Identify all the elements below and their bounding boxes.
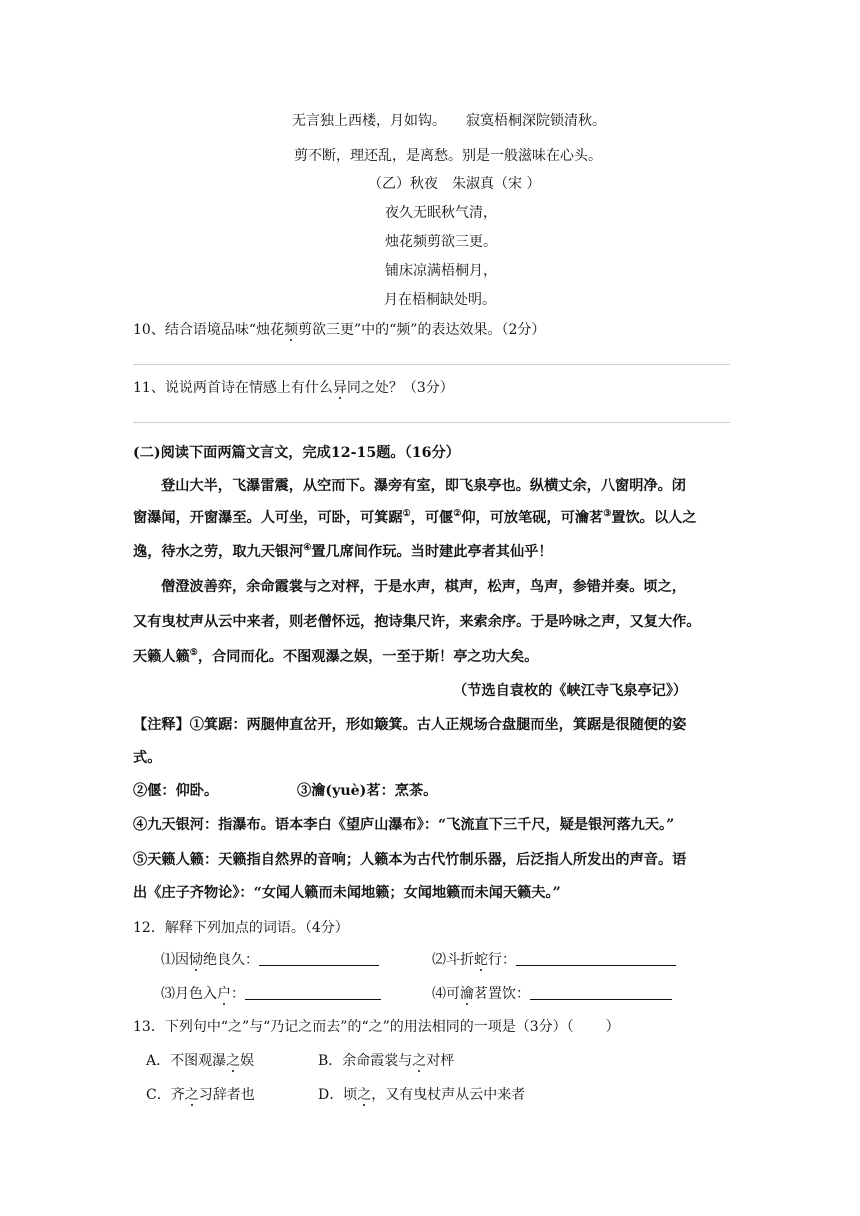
q13-option-b[interactable]: B．余命霞裳与之对枰	[318, 1053, 455, 1069]
answer-line-11[interactable]	[133, 422, 730, 423]
note-mark-1: ①	[402, 509, 411, 519]
dotted-char: 恸	[189, 952, 203, 968]
note-mark-2: ②	[453, 509, 462, 519]
poem-jia-line1	[292, 111, 606, 131]
note-2: ②偃：仰卧。	[133, 783, 219, 799]
q12-item-1: ⑴因恸绝良久：	[161, 950, 379, 970]
answer-blank-3[interactable]	[245, 985, 381, 1000]
passage-p1-line-1: 登山大半，飞瀑雷震，从空而下。瀑旁有室，即飞泉亭也。纵横丈余，八窗明净。闭	[161, 478, 686, 494]
poem-jia-line1a: 无言独上西楼，月如钩。	[292, 113, 446, 129]
answer-blank-4[interactable]	[530, 985, 672, 1000]
dotted-char: 异	[332, 380, 347, 396]
note-mark-3: ③	[603, 509, 612, 519]
passage-p1-line-2: 窗瀑闻，开窗瀑至。人可坐，可卧，可箕踞①，可偃②仰，可放笔砚，可瀹茗③置饮。以人之	[133, 509, 697, 526]
answer-line-10[interactable]	[133, 364, 730, 365]
passage-p2-line-1: 僧澄波善弈，余命霞裳与之对枰，于是水声，棋声，松声，鸟声，参错并奏。顷之，	[161, 579, 686, 595]
q13-option-a[interactable]: A．不图观瀑之娱	[146, 1053, 255, 1069]
note-1-line-1: 【注释】①箕踞：两腿伸直岔开，形如簸箕。古人正规场合盘腿而坐，箕踞是很随便的姿	[133, 717, 687, 733]
q12-item-2: ⑵斗折蛇行：	[432, 950, 676, 970]
question-12-stem: 12．解释下列加点的词语。（4分）	[133, 920, 349, 936]
dotted-char: 之	[357, 1087, 372, 1103]
poem-jia-line1b: 寂寞梧桐深院锁清秋。	[466, 113, 606, 129]
note-3: ③瀹(yuè)茗：烹茶。	[297, 783, 438, 799]
answer-blank-2[interactable]	[516, 951, 676, 966]
passage-p2-line-2: 又有曳杖声从云中来者，则老僧怀远，抱诗集尺许，来索余序。于是吟咏之声，又复大作。	[133, 614, 701, 630]
q13-option-d[interactable]: D．顷之，又有曳杖声从云中来者	[318, 1087, 526, 1103]
note-mark-4: ④	[303, 543, 312, 553]
note-mark-5: ⑤	[189, 648, 198, 658]
dotted-char: 户	[217, 986, 231, 1002]
dotted-char: 蛇	[474, 952, 488, 968]
poem-yi-line-3: 铺床凉满梧桐月，	[385, 263, 497, 279]
note-5-line-2: 出《庄子齐物论》：“女闻人籁而未闻地籁；女闻地籁而未闻天籁夫。”	[133, 885, 561, 901]
dotted-char: 之	[226, 1053, 241, 1069]
section-2-heading: (二)阅读下面两篇文言文，完成12-15题。（16分）	[133, 445, 460, 461]
passage-p2-line-3: 天籁人籁⑤，合同而化。不图观瀑之娱，一至于斯！亭之功大矣。	[133, 648, 539, 665]
note-5-line-1: ⑤天籁人籁：天籁指自然界的音响；人籁本为古代竹制乐器，后泛指人所发出的声音。语	[133, 852, 687, 868]
answer-blank-1[interactable]	[259, 951, 379, 966]
poem-yi-line-4: 月在梧桐缺处明。	[384, 292, 496, 308]
dotted-char: 频	[283, 322, 298, 338]
passage-p1-line-3: 逸，待水之劳，取九天银河④置几席间作玩。当时建此亭者其仙乎！	[133, 543, 553, 560]
question-10: 10、结合语境品味“烛花频剪欲三更”中的“频”的表达效果。（2分）	[133, 322, 546, 338]
poem-yi-line-1: 夜久无眠秋气清，	[385, 205, 497, 221]
poem-yi-title: （乙）秋夜 朱淑真（宋 ）	[368, 176, 541, 192]
q13-option-c[interactable]: C．齐之习辞者也	[146, 1087, 255, 1103]
dotted-char: 之	[412, 1053, 427, 1069]
note-1-line-2: 式。	[133, 750, 162, 766]
q12-item-3: ⑶月色入户：	[161, 984, 381, 1004]
dotted-char: 瀹	[460, 986, 474, 1002]
note-4: ④九天银河：指瀑布。语本李白《望庐山瀑布》：“飞流直下三千尺，疑是银河落九天。”	[133, 817, 675, 833]
q12-item-4: ⑷可瀹茗置饮：	[432, 984, 672, 1004]
poem-yi-line-2: 烛花频剪欲三更。	[385, 234, 497, 250]
dotted-char: 之	[184, 1087, 199, 1103]
passage-source: （节选自袁枚的《峡江寺飞泉亭记》）	[453, 683, 688, 699]
question-11: 11、说说两首诗在情感上有什么异同之处？（3分）	[133, 380, 454, 396]
poem-jia-line2: 剪不断，理还乱，是离愁。别是一般滋味在心头。	[294, 148, 602, 164]
question-13-stem: 13．下列句中“之”与“乃记之而去”的“之”的用法相同的一项是（3分）（ ）	[133, 1019, 620, 1035]
